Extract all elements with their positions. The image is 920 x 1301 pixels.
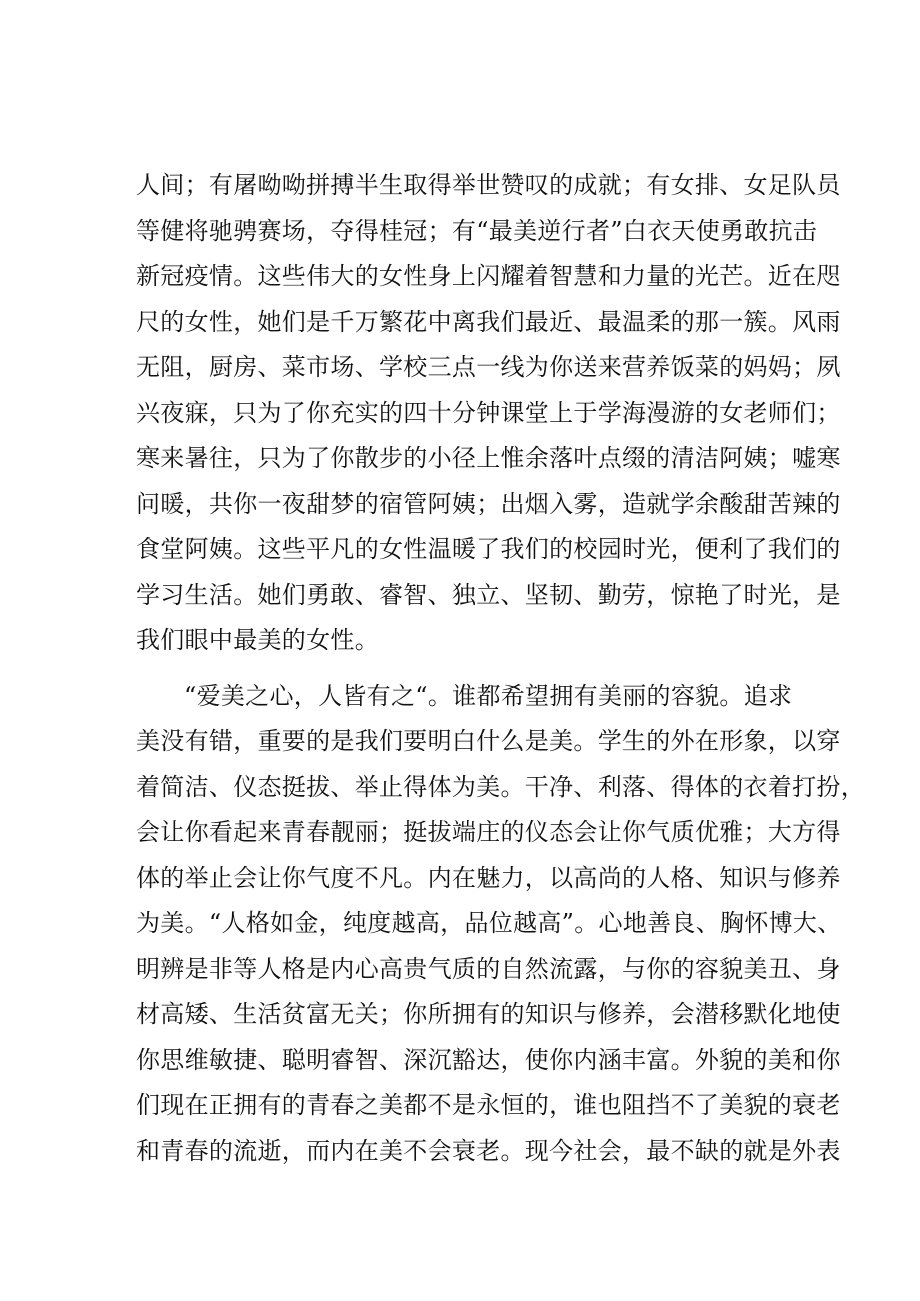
text-line: 问暖，共你一夜甜梦的宿管阿姨；出烟入雾，造就学余酸甜苦辣的 (136, 490, 841, 518)
text-line: 和青春的流逝，而内在美不会衰老。现今社会，最不缺的就是外表 (136, 1137, 841, 1165)
text-line: 学习生活。她们勇敢、睿智、独立、坚韧、勤劳，惊艳了时光，是 (136, 581, 841, 609)
text-line: 会让你看起来青春靓丽；挺拔端庄的仪态会让你气质优雅；大方得 (136, 818, 841, 846)
text-line: 人间；有屠呦呦拼搏半生取得举世赞叹的成就；有女排、女足队员 (136, 171, 841, 199)
text-line: 等健将驰骋赛场，夺得桂冠；有“最美逆行者”白衣天使勇敢抗击 (136, 217, 818, 245)
text-line: 兴夜寐，只为了你充实的四十分钟课堂上于学海漫游的女老师们； (136, 399, 841, 427)
text-line: “爱美之心，人皆有之“。谁都希望拥有美丽的容貌。追求 (184, 682, 793, 710)
text-line: 新冠疫情。这些伟大的女性身上闪耀着智慧和力量的光芒。近在咫 (136, 262, 841, 290)
text-line: 材高矮、生活贫富无关；你所拥有的知识与修养，会潜移默化地使 (136, 1000, 841, 1028)
text-line: 寒来暑往，只为了你散步的小径上惟余落叶点缀的清洁阿姨；嘘寒 (136, 444, 841, 472)
text-line: 为美。“人格如金，纯度越高，品位越高”。心地善良、胸怀博大、 (136, 909, 842, 937)
text-line: 我们眼中最美的女性。 (136, 626, 379, 654)
text-line: 们现在正拥有的青春之美都不是永恒的，谁也阻挡不了美貌的衰老 (136, 1091, 841, 1119)
text-line: 体的举止会让你气度不凡。内在魅力，以高尚的人格、知识与修养 (136, 864, 841, 892)
text-line: 美没有错，重要的是我们要明白什么是美。学生的外在形象，以穿 (136, 727, 841, 755)
text-line: 无阻，厨房、菜市场、学校三点一线为你送来营养饭菜的妈妈；夙 (136, 353, 841, 381)
text-line: 食堂阿姨。这些平凡的女性温暖了我们的校园时光，便利了我们的 (136, 535, 841, 563)
text-line: 你思维敏捷、聪明睿智、深沉豁达，使你内涵丰富。外貌的美和你 (136, 1046, 841, 1074)
text-line: 着简洁、仪态挺拔、举止得体为美。干净、利落、得体的衣着打扮， (136, 773, 865, 801)
text-line: 尺的女性，她们是千万繁花中离我们最近、最温柔的那一簇。风雨 (136, 308, 841, 336)
text-line: 明辨是非等人格是内心高贵气质的自然流露，与你的容貌美丑、身 (136, 955, 841, 983)
